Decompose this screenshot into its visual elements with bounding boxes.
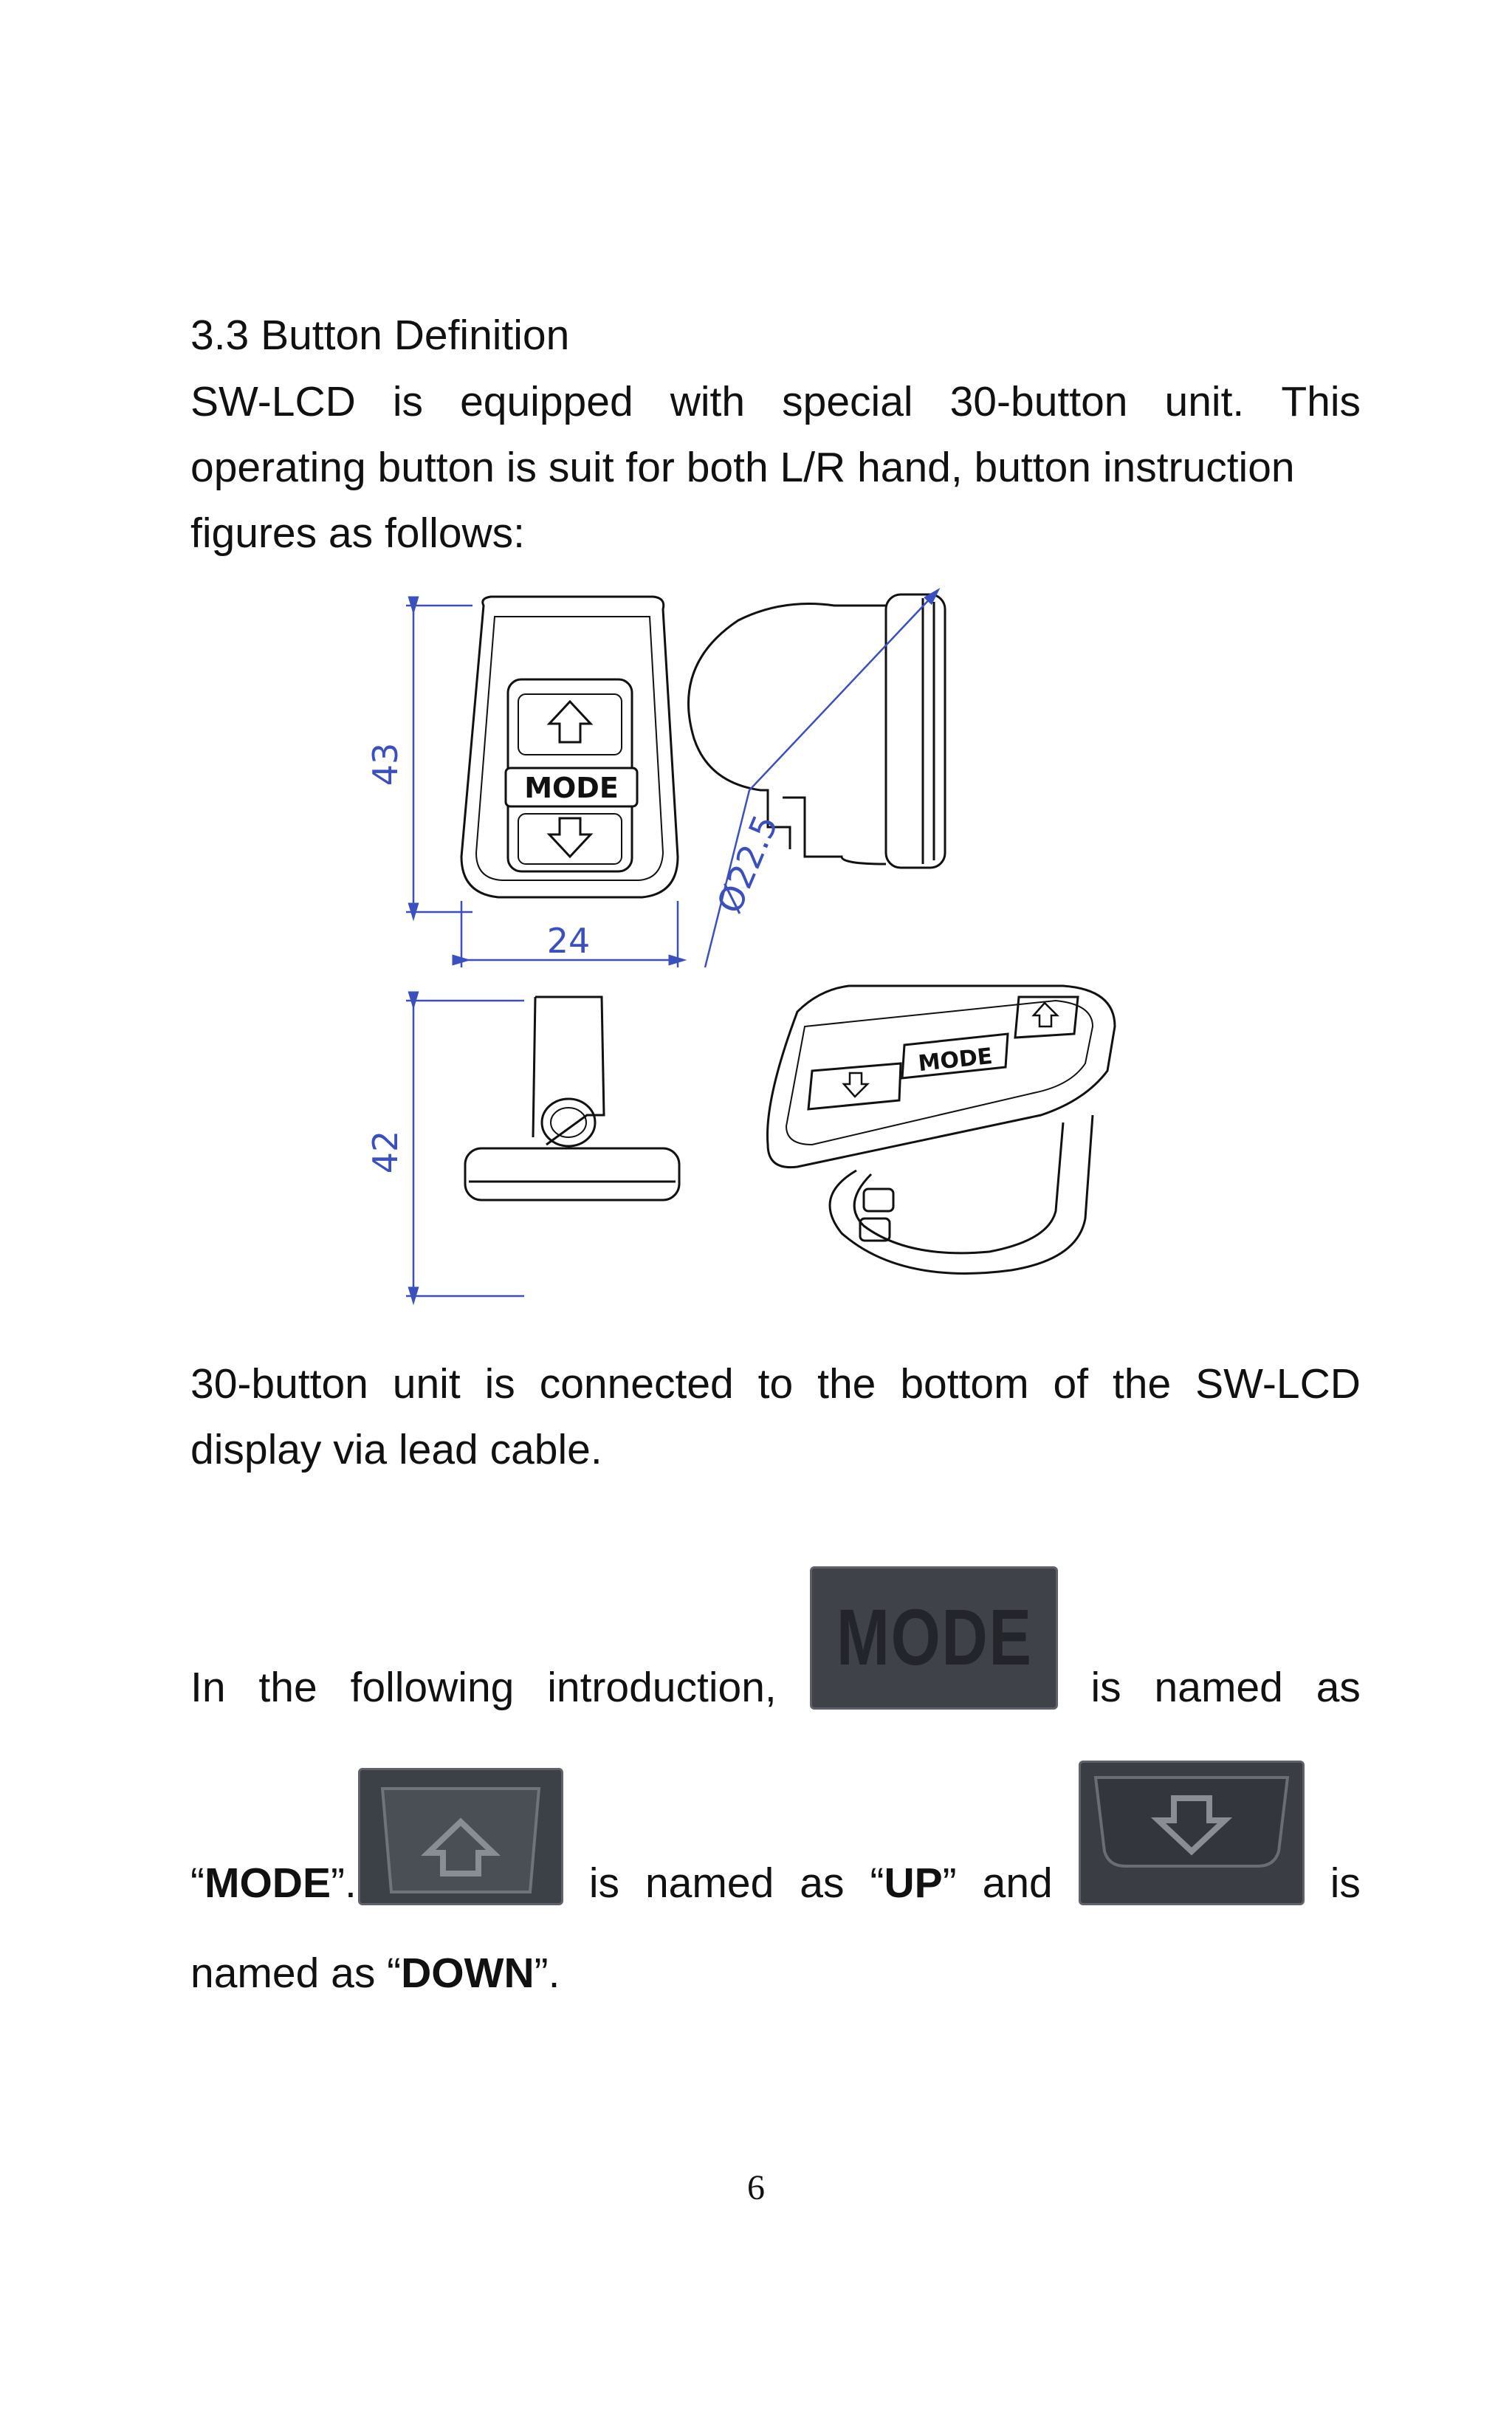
word: connected bbox=[539, 1360, 734, 1408]
word: as bbox=[1316, 1664, 1361, 1711]
word: to bbox=[757, 1360, 794, 1408]
mode-icon-label: MODE bbox=[836, 1592, 1033, 1682]
perspective-mode-label: MODE bbox=[917, 1043, 994, 1077]
up-button-icon bbox=[358, 1768, 563, 1905]
mode-label: MODE bbox=[524, 772, 619, 804]
up-name-quote bbox=[870, 1854, 956, 1913]
word: named bbox=[1154, 1664, 1283, 1711]
word: and bbox=[982, 1859, 1053, 1907]
word: is bbox=[588, 1859, 619, 1907]
section-heading: 3.3 Button Definition bbox=[190, 312, 570, 359]
word: named bbox=[645, 1859, 774, 1907]
word: unit. bbox=[1164, 378, 1245, 425]
word: with bbox=[670, 378, 746, 425]
down-name: DOWN bbox=[401, 1950, 535, 1997]
intro-line-2: operating button is suit for both L/R hand, button instruction bbox=[190, 444, 1295, 491]
word: is bbox=[484, 1360, 515, 1408]
close-quote: ” bbox=[942, 1859, 957, 1907]
word: the bbox=[817, 1360, 876, 1408]
up-name: UP bbox=[884, 1859, 943, 1907]
word: SW-LCD bbox=[1195, 1360, 1361, 1408]
word: 30-button bbox=[190, 1360, 368, 1408]
down-arrow-icon bbox=[1081, 1763, 1302, 1903]
drawing-svg bbox=[325, 583, 1196, 1314]
word: unit bbox=[392, 1360, 461, 1408]
side-profile-view bbox=[465, 997, 679, 1200]
naming-row-1 bbox=[190, 1569, 1361, 1717]
close-quote: ”. bbox=[330, 1859, 357, 1907]
connection-line-2: display via lead cable. bbox=[190, 1426, 602, 1473]
open-quote: “ bbox=[870, 1859, 884, 1907]
word: SW-LCD bbox=[190, 378, 356, 425]
word: equipped bbox=[460, 378, 633, 425]
down-line-start: named as “ bbox=[190, 1950, 402, 1997]
page-number: 6 bbox=[747, 2168, 765, 2207]
down-button-icon bbox=[1079, 1761, 1305, 1905]
up-arrow-icon bbox=[360, 1770, 561, 1903]
open-quote: “ bbox=[190, 1859, 205, 1907]
width-dimension-label: 24 bbox=[546, 921, 591, 961]
perspective-view bbox=[768, 986, 1116, 1273]
word: following bbox=[350, 1664, 515, 1711]
diameter-dimension-label: Ø22.5 bbox=[709, 809, 786, 919]
naming-row-3 bbox=[190, 1944, 1361, 2003]
word: of bbox=[1053, 1360, 1089, 1408]
intro-line-1 bbox=[190, 369, 1361, 435]
word: as bbox=[800, 1859, 845, 1907]
mode-name: MODE bbox=[204, 1859, 331, 1907]
side-clamp-view bbox=[689, 594, 946, 868]
intro-paragraph bbox=[190, 369, 1361, 566]
word: special bbox=[782, 378, 913, 425]
word: is bbox=[1330, 1859, 1361, 1907]
word: In bbox=[190, 1664, 226, 1711]
word: This bbox=[1281, 378, 1361, 425]
mode-button-icon bbox=[810, 1566, 1058, 1710]
side-height-dimension-label: 42 bbox=[365, 1130, 405, 1174]
word: the bbox=[258, 1664, 317, 1711]
connection-line-1 bbox=[190, 1351, 1361, 1417]
close-quote: ”. bbox=[534, 1950, 560, 1997]
word: is bbox=[1090, 1664, 1121, 1711]
button-unit-drawing bbox=[325, 583, 1196, 1314]
intro-line-3: figures as follows: bbox=[190, 510, 526, 557]
word: 30-button bbox=[949, 378, 1128, 425]
word: is bbox=[392, 378, 424, 425]
naming-row-2 bbox=[190, 1761, 1361, 1913]
word: the bbox=[1112, 1360, 1172, 1408]
word: bottom bbox=[900, 1360, 1029, 1408]
front-view bbox=[461, 597, 678, 897]
word: introduction, bbox=[547, 1664, 777, 1711]
height-dimension-label: 43 bbox=[365, 742, 405, 786]
mode-name-quote bbox=[190, 1768, 563, 1913]
connection-paragraph bbox=[190, 1351, 1361, 1483]
